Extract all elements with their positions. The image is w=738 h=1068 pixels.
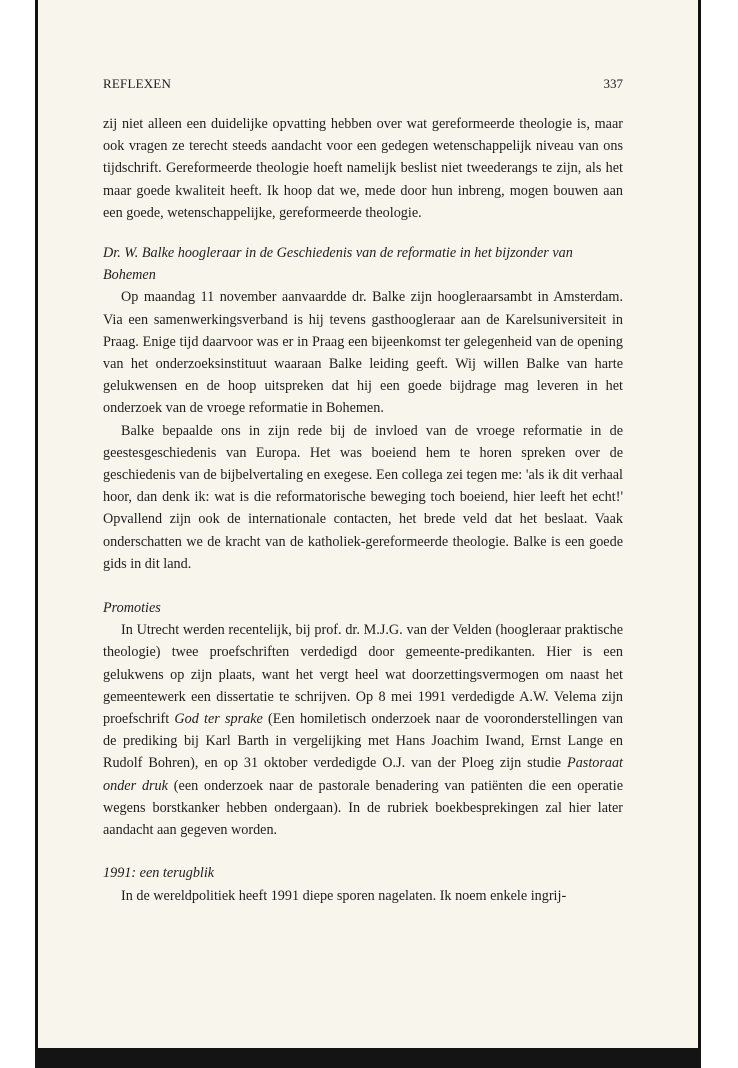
intro-paragraph: zij niet alleen een duidelijke opvatting hebben over wat gereformeerde theologie is, maar ook vragen ze terecht steeds aandacht voor een gedegen wetenschappelijk niveau van ons tijdschrift. Gereformeerde theologie hoeft namelijk beslist niet tweederangs te zijn, als het maar goede kwaliteit heeft. Ik hoop dat we, mede door hun inbreng, mogen bouwen aan een goede, wetenschappelijke, gereformeerde theologie.: [103, 116, 623, 221]
scan-shadow-bottom: [35, 1048, 701, 1068]
scan-margin-left: [0, 0, 35, 1068]
book-title-god-ter-sprake: God ter sprake: [174, 711, 263, 728]
scan-margin-right: [701, 0, 738, 1068]
article-body: [103, 113, 623, 907]
balke-paragraph-1: Op maandag 11 november aanvaardde dr. Balke zijn hoogleraarsambt in Amsterdam. Via een samenwerkingsverband is hij tevens gasthoogleraar aan de Karelsuniversiteit in Praag. Enige tijd daarvoor was er in Praag een bijeenkomst ter gelegenheid van de opening van het onderzoeksinstituut waaraan Balke leiding geeft. Wij willen Balke van harte gelukwensen en de hoop uitspreken dat hij een goede bijdrage mag leveren in het onderzoek van de vroege reformatie in Bohemen.: [103, 289, 623, 417]
book-title-pastoraat-onder-druk: Pastoraat onder druk: [103, 755, 623, 794]
balke-paragraph-2: Balke bepaalde ons in zijn rede bij de invloed van de vroege reformatie in de geestesgeschiedenis van Europa. Het was boeiend hem te horen spreken over de geschiedenis van de bijbelvertaling en exegese. Een collega zei tegen me: 'als ik dit verhaal hoor, dan denk ik: wat is die reformatorische beweging toch boeiend, hier leeft het echt!' Opvallend zijn ook de internationale contacten, het brede veld dat het beslaat. Vaak onderschatten we de kracht van de katholiek-gereformeerde theologie. Balke is een goede gids in dit land.: [103, 422, 623, 572]
terugblik-paragraph-1: In de wereldpolitiek heeft 1991 diepe sporen nagelaten. Ik noem enkele ingrij-: [121, 887, 567, 904]
promoties-text-3: (een onderzoek naar de pastorale benadering van patiënten die een operatie wegens borstkanker hebben ondergaan). In de rubriek boekbesprekingen zal hier later aandacht aan gegeven worden.: [103, 777, 623, 839]
section-heading-balke: Dr. W. Balke hoogleraar in de Geschiedenis van de reformatie in het bijzonder van Bohemen: [103, 245, 573, 284]
promoties-text-1: In Utrecht werden recentelijk, bij prof. dr. M.J.G. van der Velden (hoogleraar praktische theologie) twee proefschriften verdedigd door gemeente-predikanten. Hier is een gelukwens op zijn plaats, want het vergt heel wat doorzettingsvermogen om naast het gemeentewerk een dissertatie te schrijven. Op 8 mei 1991 verdedigde A.W. Velema zijn proefschrift: [103, 622, 623, 728]
running-head-title: REFLEXEN: [103, 76, 172, 91]
scan-shadow-left: [35, 0, 38, 1068]
promoties-text-2: (Een homiletisch onderzoek naar de vooronderstellingen van de prediking bij Karl Barth in vergelijking met Hans Joachim Iwand, Ernst Lange en Rudolf Bohren), en op 31 oktober verdedigde O.J. van der Ploeg zijn studie: [103, 711, 623, 772]
section-heading-1991: 1991: een terugblik: [103, 865, 215, 882]
section-heading-promoties: Promoties: [103, 600, 161, 617]
promoties-paragraph: [103, 619, 623, 841]
page-number: 337: [603, 76, 623, 91]
